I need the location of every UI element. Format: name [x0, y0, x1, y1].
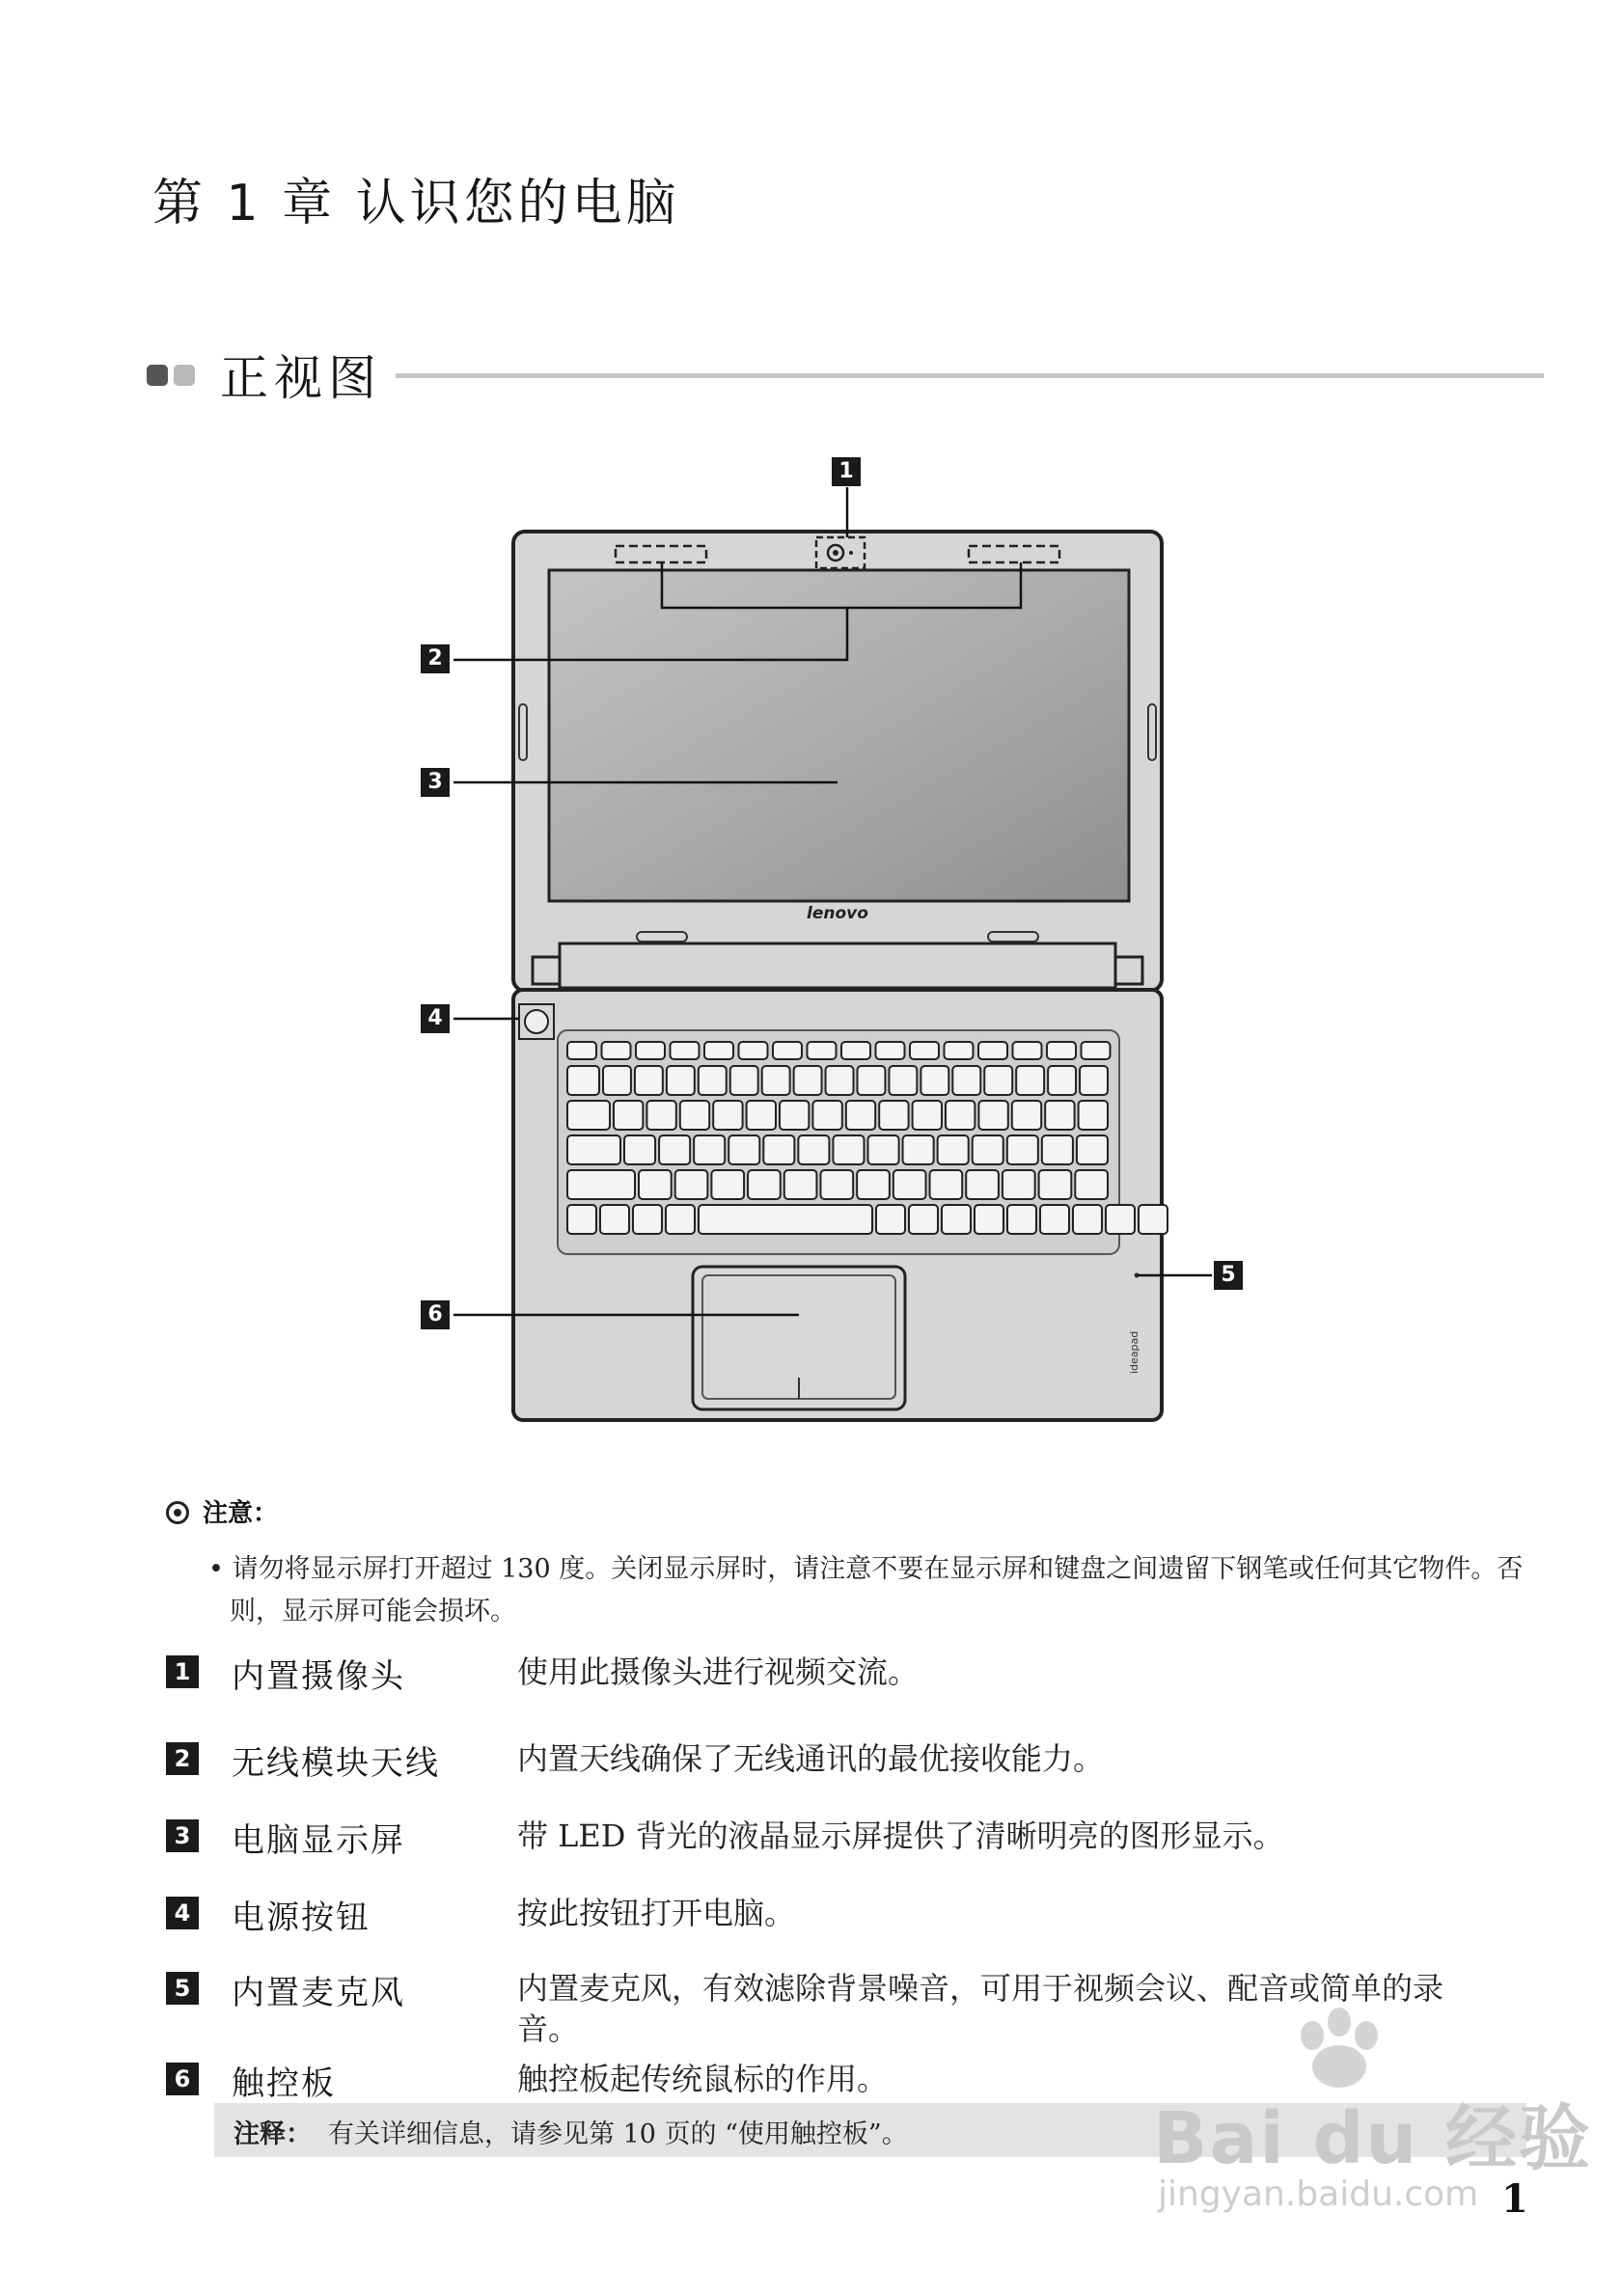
- keyboard-key: [973, 1135, 1003, 1164]
- callout-2: 2: [421, 644, 450, 673]
- keyboard-key: [868, 1135, 899, 1164]
- callout-5: 5: [1214, 1261, 1243, 1290]
- keyboard-key: [1039, 1170, 1072, 1199]
- keyboard-key: [846, 1101, 875, 1130]
- note-heading: [166, 1493, 1536, 1529]
- keyboard-key: [1016, 1066, 1044, 1095]
- keyboard-key: [602, 1042, 631, 1059]
- keyboard-key: [567, 1135, 620, 1164]
- feature-name: 触控板: [232, 2064, 336, 2103]
- keyboard-key: [975, 1205, 1003, 1234]
- callout-6: 6: [421, 1300, 450, 1329]
- feature-number: 2: [166, 1742, 199, 1775]
- feature-number: 3: [166, 1819, 199, 1852]
- keyboard-key: [1077, 1135, 1108, 1164]
- chapter-title: 第 1 章 认识您的电脑: [152, 175, 680, 232]
- keyboard-key: [879, 1101, 908, 1130]
- keyboard-key: [942, 1205, 971, 1234]
- keyboard-key: [635, 1066, 663, 1095]
- section-title: 正视图: [220, 350, 382, 406]
- keyboard-key: [913, 1101, 942, 1130]
- keyboard-key: [680, 1101, 709, 1130]
- lenovo-logo: lenovo: [807, 904, 868, 923]
- feature-number: 1: [166, 1655, 199, 1688]
- callout-1: 1: [832, 457, 861, 486]
- keyboard-key: [876, 1042, 905, 1059]
- power-button: [525, 1010, 548, 1033]
- keyboard-key: [1106, 1205, 1135, 1234]
- baidu-jingyan-watermark: Bai du 经验: [1153, 2097, 1592, 2180]
- keyboard-key: [567, 1205, 596, 1234]
- keyboard-key: [966, 1170, 999, 1199]
- page-number: 1: [1501, 2176, 1528, 2222]
- keyboard-key: [624, 1135, 655, 1164]
- keyboard-key: [636, 1042, 665, 1059]
- note-block: [166, 1493, 1536, 1633]
- keyboard-key: [747, 1101, 776, 1130]
- keyboard-key: [646, 1101, 675, 1130]
- feature-desc: 按此按钮打开电脑。: [517, 1895, 796, 1931]
- keyboard-key: [1007, 1205, 1036, 1234]
- keyboard-key: [1080, 1066, 1108, 1095]
- keyboard-key: [639, 1170, 672, 1199]
- keyboard-key: [1007, 1135, 1038, 1164]
- keyboard-key: [675, 1170, 708, 1199]
- keyboard-key: [600, 1205, 629, 1234]
- touchpad-note-label: 注释：: [234, 2119, 312, 2149]
- hinge: [533, 943, 1142, 988]
- keyboard-key: [699, 1205, 872, 1234]
- keyboard-key: [739, 1042, 768, 1059]
- note-heading-text: 注意：: [203, 1499, 279, 1528]
- keyboard-key: [952, 1066, 980, 1095]
- keyboard-key: [763, 1135, 794, 1164]
- callout-3: 3: [421, 768, 450, 797]
- keyboard-key: [711, 1170, 744, 1199]
- feature-desc: 触控板起传统鼠标的作用。: [517, 2061, 889, 2097]
- keyboard-key: [984, 1066, 1012, 1095]
- keyboard-key: [694, 1135, 725, 1164]
- keyboard-key: [704, 1042, 733, 1059]
- keyboard-key: [812, 1101, 841, 1130]
- feature-desc: 内置麦克风，有效滤除背景噪音，可用于视频会议、配音或简单的录音。: [517, 1970, 1444, 2047]
- keyboard-key: [614, 1101, 643, 1130]
- feature-desc: 内置天线确保了无线通讯的最优接收能力。: [517, 1740, 1105, 1777]
- feature-name: 电脑显示屏: [232, 1821, 405, 1860]
- keyboard-key: [730, 1066, 758, 1095]
- keyboard-key: [567, 1101, 610, 1130]
- keyboard-key: [841, 1042, 870, 1059]
- keyboard-key: [666, 1205, 695, 1234]
- feature-name: 无线模块天线: [232, 1744, 440, 1783]
- keyboard-key: [910, 1042, 939, 1059]
- keyboard-key: [978, 1101, 1007, 1130]
- keyboard-key: [784, 1170, 817, 1199]
- keyboard-key: [1040, 1205, 1069, 1234]
- keyboard-key: [728, 1135, 759, 1164]
- keyboard-key: [889, 1066, 917, 1095]
- keyboard-key: [978, 1042, 1007, 1059]
- keyboard-key: [893, 1170, 926, 1199]
- keyboard-key: [567, 1042, 596, 1059]
- feature-desc: 使用此摄像头进行视频交流。: [517, 1654, 920, 1690]
- keyboard-key: [567, 1170, 635, 1199]
- feature-number: 6: [166, 2063, 199, 2095]
- keyboard-key: [699, 1066, 727, 1095]
- keyboard-key: [773, 1042, 802, 1059]
- keyboard-key: [903, 1135, 934, 1164]
- keyboard-key: [780, 1101, 809, 1130]
- keyboard-key: [567, 1066, 599, 1095]
- keyboard-key: [1079, 1101, 1108, 1130]
- baidu-paw-icon: [1283, 2007, 1399, 2093]
- keyboard-key: [659, 1135, 690, 1164]
- note-bullet: • 请勿将显示屏打开超过 130 度。关闭显示屏时，请注意不要在显示屏和键盘之间遗留下钢笔或任何其它物件。否则，显示屏可能会损坏。: [208, 1554, 1524, 1626]
- feature-number: 5: [166, 1972, 199, 2005]
- keyboard-key: [938, 1135, 969, 1164]
- keyboard-key: [794, 1066, 822, 1095]
- keyboard-key: [826, 1066, 854, 1095]
- keyboard-key: [1013, 1042, 1042, 1059]
- keyboard-key: [930, 1170, 963, 1199]
- keyboard-key: [858, 1066, 886, 1095]
- feature-name: 电源按钮: [232, 1899, 371, 1937]
- keyboard-key: [762, 1066, 790, 1095]
- feature-desc: 带 LED 背光的液晶显示屏提供了清晰明亮的图形显示。: [517, 1818, 1284, 1854]
- keyboard-key: [1012, 1101, 1041, 1130]
- keyboard-key: [820, 1170, 853, 1199]
- note-target-icon: [166, 1501, 189, 1524]
- keyboard-key: [1045, 1101, 1074, 1130]
- keyboard-key: [633, 1205, 662, 1234]
- keyboard-base: [513, 990, 1168, 1420]
- keyboard-key: [876, 1205, 905, 1234]
- keyboard-key: [1082, 1042, 1111, 1059]
- keyboard-key: [748, 1170, 781, 1199]
- keyboard-key: [833, 1135, 864, 1164]
- keyboard-key: [857, 1170, 890, 1199]
- keyboard-key: [671, 1042, 700, 1059]
- watermark-url: jingyan.baidu.com: [1158, 2174, 1479, 2214]
- keyboard-key: [1075, 1170, 1108, 1199]
- keyboard-key: [808, 1042, 837, 1059]
- keyboard-key: [667, 1066, 695, 1095]
- keyboard-key: [1003, 1170, 1035, 1199]
- feature-number: 4: [166, 1897, 199, 1929]
- keyboard-key: [798, 1135, 829, 1164]
- keyboard-key: [920, 1066, 948, 1095]
- keyboard-key: [603, 1066, 631, 1095]
- keyboard-key: [909, 1205, 938, 1234]
- keyboard-key: [1139, 1205, 1168, 1234]
- keyboard-key: [713, 1101, 742, 1130]
- keyboard-key: [945, 1042, 974, 1059]
- keyboard-key: [1042, 1135, 1073, 1164]
- callout-4: 4: [421, 1004, 450, 1033]
- keyboard-key: [1073, 1205, 1102, 1234]
- keyboard-key: [946, 1101, 975, 1130]
- feature-name: 内置麦克风: [232, 1974, 405, 2012]
- keyboard-key: [1047, 1042, 1076, 1059]
- keyboard-key: [1048, 1066, 1076, 1095]
- ideapad-logo: ideapad: [1128, 1330, 1140, 1374]
- touchpad-note-text: 有关详细信息，请参见第 10 页的 “使用触控板”。: [328, 2119, 908, 2149]
- feature-name: 内置摄像头: [232, 1657, 405, 1696]
- display-panel: [549, 570, 1129, 901]
